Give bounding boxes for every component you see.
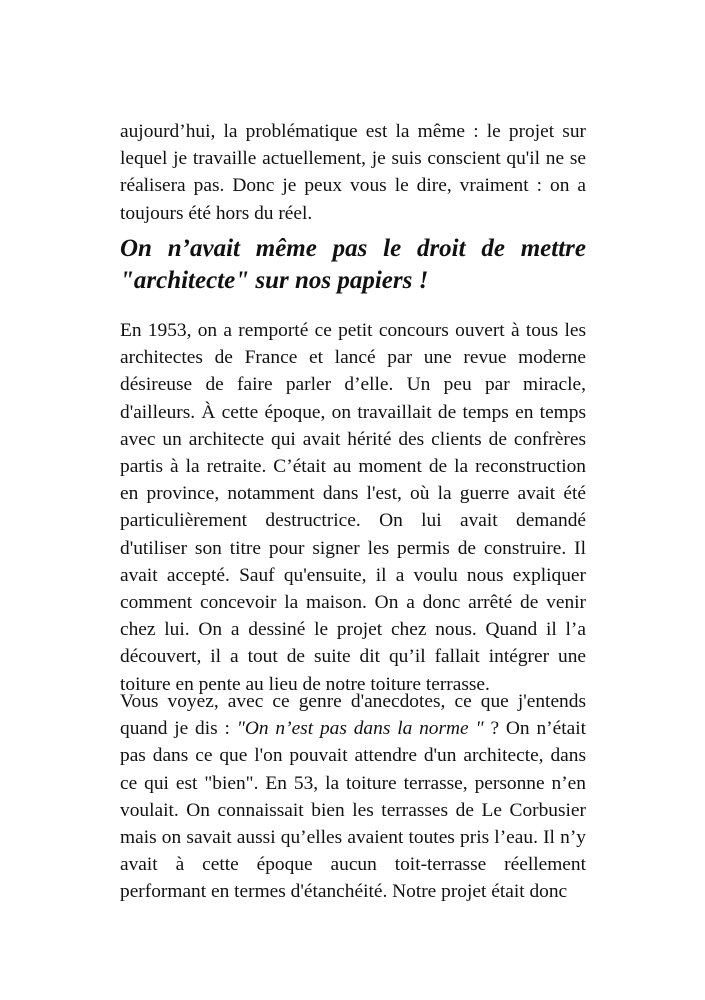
paragraph-intro: aujourd’hui, la problématique est la même : le projet sur lequel je travaille actuellement, je suis conscient qu'il ne se réalisera pas. Donc je peux vous le dire, vraiment : on a toujours été hors du réel. (120, 121, 586, 224)
paragraph-concours: En 1953, on a remporté ce petit concours ouvert à tous les architectes de France et lancé par une revue moderne désireuse de faire parler d’elle. Un peu par miracle, d'ailleurs. À cette époque, on travaillait de temps en temps avec un architecte qui avait hérité des clients de confrères partis à la retraite. C’était au moment de la reconstruction en province, notamment dans l'est, où la guerre avait été particulièrement destructrice. On lui avait demandé d'utiliser son titre pour signer les permis de construire. Il avait accepté. Sauf qu'ensuite, il a voulu nous expliquer comment concevoir la maison. On a donc arrêté de venir chez lui. On a dessiné le projet chez nous. Quand il l’a découvert, il a tout de suite dit qu’il fallait intégrer une toiture en pente au lieu de notre toiture terrasse. (120, 320, 586, 695)
paragraph-norme-text-end: ? On n’était pas dans ce que l'on pouvait attendre d'un architecte, dans ce qui est "bien". En 53, la toiture terrasse, personne n’en voulait. On connaissait bien les terrasses de Le Corbusier mais on savait aussi qu’elles avaient toutes pris l’eau. Il n’y avait à cette époque aucun toit-terrasse réellement performant en termes d'étanchéité. Notre projet était donc (120, 718, 586, 903)
paragraph-norme (120, 688, 586, 906)
section-heading: On n’avait même pas le droit de mettre "architecte" sur nos papiers ! (120, 235, 586, 294)
paragraph-norme-quote: "On n’est pas dans la norme " (236, 718, 484, 740)
paragraph-norme-text-start: Vous voyez, avec ce genre d'anecdotes, ce que j'entends quand je dis : (120, 691, 586, 740)
